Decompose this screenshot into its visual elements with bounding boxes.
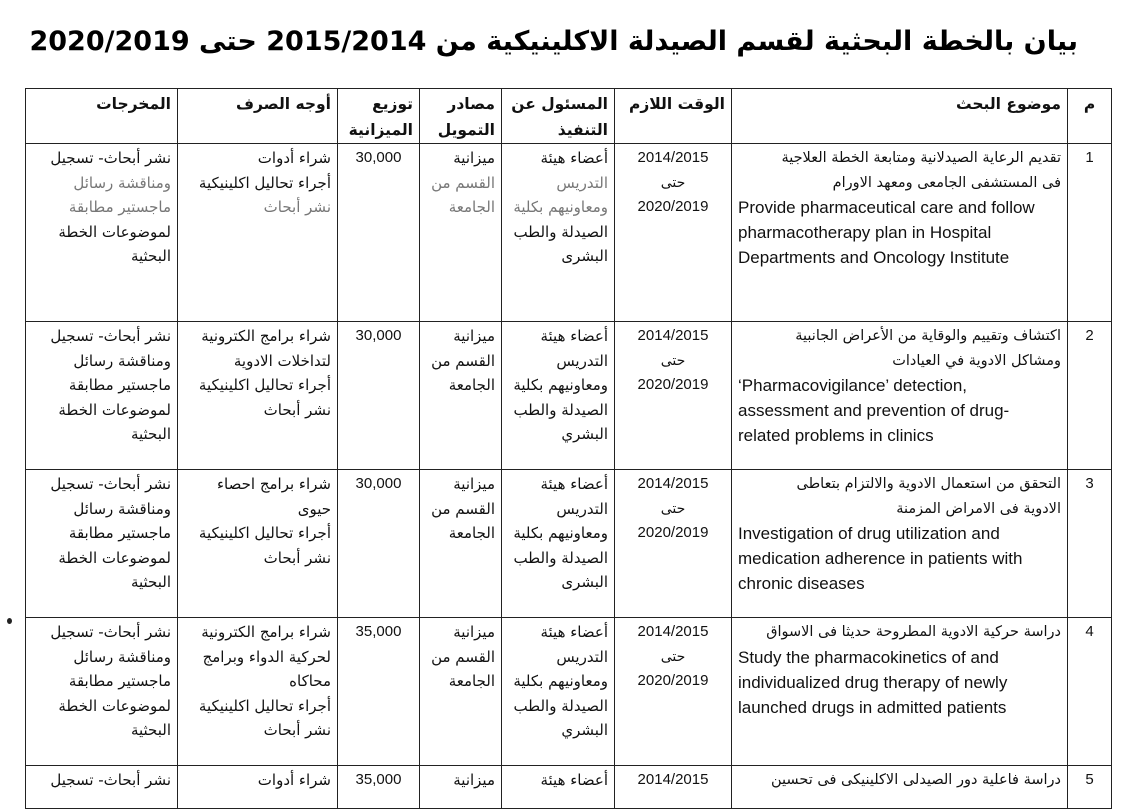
header-outputs — [26, 89, 178, 144]
outputs-line: لموضوعات الخطة — [58, 548, 171, 567]
time-year-range: 2014/2015 — [637, 623, 709, 640]
table-header-row — [26, 89, 1112, 144]
responsible-party — [502, 470, 615, 618]
outputs-line: لموضوعات الخطة — [58, 696, 171, 715]
outputs — [26, 766, 178, 809]
required-time — [615, 144, 732, 322]
funding-line: ميزانية — [453, 771, 495, 789]
spending-items — [178, 144, 338, 322]
spending-line: محاكاه — [289, 672, 331, 691]
header-time — [615, 89, 732, 144]
outputs-line: ومناقشة رسائل — [73, 351, 171, 370]
header-outputs-label: المخرجات — [96, 95, 171, 113]
responsible-line: الصيدلة والطب — [513, 222, 608, 241]
spending-items — [178, 322, 338, 470]
required-time — [615, 618, 732, 766]
row-index: 1 — [1068, 144, 1112, 322]
spending-line: شراء أدوات — [257, 771, 331, 789]
funding-line: القسم من — [431, 173, 495, 192]
budget-amount: 30,000 — [338, 470, 420, 618]
header-funding-line: مصادر — [447, 95, 495, 113]
outputs-line: نشر أبحاث- تسجيل — [50, 327, 171, 345]
spending-line: أجراء تحاليل اكلينيكية — [198, 173, 331, 192]
spending-line: حيوى — [297, 499, 331, 518]
research-topic — [732, 322, 1068, 470]
outputs-line: ماجستير مطابقة — [68, 672, 171, 691]
required-time — [615, 322, 732, 470]
outputs — [26, 322, 178, 470]
responsible-line: التدريس — [556, 351, 608, 370]
funding-line: الجامعة — [448, 376, 495, 395]
time-year-range: 2014/2015 — [637, 327, 709, 344]
header-funding — [420, 89, 502, 144]
funding-line: ميزانية — [453, 623, 495, 641]
outputs-line: نشر أبحاث- تسجيل — [50, 149, 171, 167]
spending-line: أجراء تحاليل اكلينيكية — [198, 524, 331, 543]
outputs-line: نشر أبحاث- تسجيل — [50, 623, 171, 641]
spending-line: لتداخلات الادوية — [233, 351, 331, 370]
outputs-line: لموضوعات الخطة — [58, 400, 171, 419]
time-year-range: 2020/2019 — [637, 672, 709, 690]
row-index: 2 — [1068, 322, 1112, 470]
funding-line: القسم من — [431, 351, 495, 370]
research-topic — [732, 144, 1068, 322]
table-row — [26, 766, 1112, 809]
responsible-line: التدريس — [556, 173, 608, 192]
table-row — [26, 618, 1112, 766]
outputs-line: ومناقشة رسائل — [73, 647, 171, 666]
funding-line: ميزانية — [453, 149, 495, 167]
spending-line: شراء أدوات — [257, 149, 331, 167]
responsible-line: أعضاء هيئة — [540, 475, 608, 493]
topic-english: ‘Pharmacovigilance’ detection, assessment and prevention of drug-related problems in clinics — [738, 376, 1010, 446]
topic_ar-line: تقديم الرعاية الصيدلانية ومتابعة الخطة العلاجية — [781, 150, 1061, 166]
funding-line: الجامعة — [448, 198, 495, 217]
spending-line: نشر أبحاث — [263, 721, 331, 740]
row-index: 3 — [1068, 470, 1112, 618]
table-row — [26, 322, 1112, 470]
time-until: حتى — [660, 500, 686, 517]
responsible-party — [502, 322, 615, 470]
topic_ar-line: الادوية فى الامراض المزمنة — [896, 500, 1061, 517]
scan-mark — [7, 618, 12, 624]
time-year-range: 2020/2019 — [637, 198, 709, 216]
responsible-line: الصيدلة والطب — [513, 696, 608, 715]
research-plan-table — [25, 88, 1112, 809]
spending-line: شراء برامج الكترونية — [201, 623, 331, 641]
spending-line: شراء برامج الكترونية — [201, 327, 331, 345]
funding-line: الجامعة — [448, 524, 495, 543]
topic-english: Study the pharmacokinetics of and individualized drug therapy of newly launched drugs in admitted patients — [738, 647, 1008, 717]
spending-line: أجراء تحاليل اكلينيكية — [198, 696, 331, 715]
header-budget-line: الميزانية — [348, 121, 413, 139]
outputs-line: البحثية — [130, 573, 171, 592]
topic_ar-line: فى المستشفى الجامعى ومعهد الاورام — [832, 174, 1061, 191]
funding-source — [420, 766, 502, 809]
responsible-line: ومعاونيهم بكلية — [513, 198, 608, 217]
outputs-line: ماجستير مطابقة — [68, 198, 171, 217]
spending-line: شراء برامج احصاء — [216, 475, 331, 493]
header-funding-line: التمويل — [437, 121, 495, 139]
time-year-range: 2020/2019 — [637, 376, 709, 394]
funding-source — [420, 470, 502, 618]
responsible-party — [502, 766, 615, 809]
responsible-line: أعضاء هيئة — [540, 149, 608, 167]
outputs-line: ومناقشة رسائل — [73, 499, 171, 518]
header-index — [1068, 89, 1112, 144]
responsible-line: ومعاونيهم بكلية — [513, 376, 608, 395]
row-index: 5 — [1068, 766, 1112, 809]
header-time-label: الوقت اللازم — [629, 95, 725, 113]
research-topic — [732, 618, 1068, 766]
header-index-label: م — [1083, 95, 1096, 113]
research-topic — [732, 470, 1068, 618]
responsible-line: أعضاء هيئة — [540, 623, 608, 641]
funding-source — [420, 322, 502, 470]
spending-line: نشر أبحاث — [263, 548, 331, 567]
spending-items — [178, 766, 338, 809]
responsible-line: أعضاء هيئة — [540, 771, 608, 789]
outputs-line: البحثية — [130, 247, 171, 266]
responsible-line: البشرى — [561, 573, 608, 592]
spending-items — [178, 470, 338, 618]
header-topic-label: موضوع البحث — [955, 95, 1061, 113]
responsible-line: البشري — [561, 721, 608, 740]
time-year-range: 2020/2019 — [637, 524, 709, 542]
responsible-party — [502, 618, 615, 766]
topic-english: Investigation of drug utilization and medication adherence in patients with chronic diseases — [738, 524, 1023, 594]
topic_ar-line: دراسة حركية الادوية المطروحة حديثا فى الاسواق — [766, 624, 1061, 640]
row-index: 4 — [1068, 618, 1112, 766]
budget-amount: 30,000 — [338, 322, 420, 470]
header-spending-label: أوجه الصرف — [236, 95, 331, 113]
spending-line: لحركية الدواء وبرامج — [202, 647, 331, 666]
topic_ar-line: التحقق من استعمال الادوية والالتزام بتعاطى — [796, 476, 1061, 492]
responsible-line: البشرى — [561, 247, 608, 266]
outputs-line: نشر أبحاث- تسجيل — [50, 475, 171, 493]
outputs-line: لموضوعات الخطة — [58, 222, 171, 241]
funding-source — [420, 144, 502, 322]
spending-line: نشر أبحاث — [263, 400, 331, 419]
outputs — [26, 144, 178, 322]
outputs — [26, 618, 178, 766]
outputs-line: ومناقشة رسائل — [73, 173, 171, 192]
time-year-range: 2014/2015 — [637, 475, 709, 492]
header-budget — [338, 89, 420, 144]
responsible-line: الصيدلة والطب — [513, 548, 608, 567]
responsible-line: ومعاونيهم بكلية — [513, 524, 608, 543]
budget-amount: 35,000 — [338, 766, 420, 809]
topic-english: Provide pharmaceutical care and follow pharmacotherapy plan in Hospital Departments and Oncology Institute — [738, 198, 1035, 268]
outputs-line: ماجستير مطابقة — [68, 524, 171, 543]
funding-line: الجامعة — [448, 672, 495, 691]
funding-line: القسم من — [431, 499, 495, 518]
budget-amount: 30,000 — [338, 144, 420, 322]
funding-line: ميزانية — [453, 475, 495, 493]
header-responsible-line: المسئول عن — [511, 95, 608, 113]
header-responsible — [502, 89, 615, 144]
funding-source — [420, 618, 502, 766]
responsible-line: أعضاء هيئة — [540, 327, 608, 345]
research-topic — [732, 766, 1068, 809]
outputs-line: نشر أبحاث- تسجيل — [50, 771, 171, 789]
topic_ar-line: اكتشاف وتقييم والوقاية من الأعراض الجانبية — [795, 328, 1061, 344]
required-time — [615, 766, 732, 809]
funding-line: ميزانية — [453, 327, 495, 345]
responsible-line: الصيدلة والطب — [513, 400, 608, 419]
funding-line: القسم من — [431, 647, 495, 666]
outputs — [26, 470, 178, 618]
responsible-line: ومعاونيهم بكلية — [513, 672, 608, 691]
outputs-line: البحثية — [130, 425, 171, 444]
header-spending — [178, 89, 338, 144]
outputs-line: البحثية — [130, 721, 171, 740]
table-body — [26, 144, 1112, 809]
topic_ar-line: ومشاكل الادوية في العيادات — [892, 352, 1061, 369]
responsible-line: التدريس — [556, 647, 608, 666]
time-year-range: 2014/2015 — [637, 771, 709, 788]
header-budget-line: توزيع — [372, 95, 413, 113]
time-until: حتى — [660, 174, 686, 191]
spending-items — [178, 618, 338, 766]
budget-amount: 35,000 — [338, 618, 420, 766]
required-time — [615, 470, 732, 618]
spending-line: نشر أبحاث — [263, 198, 331, 217]
header-responsible-line: التنفيذ — [557, 121, 608, 139]
time-until: حتى — [660, 352, 686, 369]
responsible-line: البشري — [561, 425, 608, 444]
document-title: بيان بالخطة البحثية لقسم الصيدلة الاكلينيكية من 2015/2014 حتى 2020/2019 — [29, 26, 1078, 57]
time-until: حتى — [660, 648, 686, 665]
spending-line: أجراء تحاليل اكلينيكية — [198, 376, 331, 395]
outputs-line: ماجستير مطابقة — [68, 376, 171, 395]
time-year-range: 2014/2015 — [637, 149, 709, 166]
topic_ar-line: دراسة فاعلية دور الصيدلى الاكلينيكى فى تحسين — [771, 772, 1061, 788]
responsible-line: التدريس — [556, 499, 608, 518]
table-row — [26, 144, 1112, 322]
responsible-party — [502, 144, 615, 322]
table-row — [26, 470, 1112, 618]
header-topic — [732, 89, 1068, 144]
